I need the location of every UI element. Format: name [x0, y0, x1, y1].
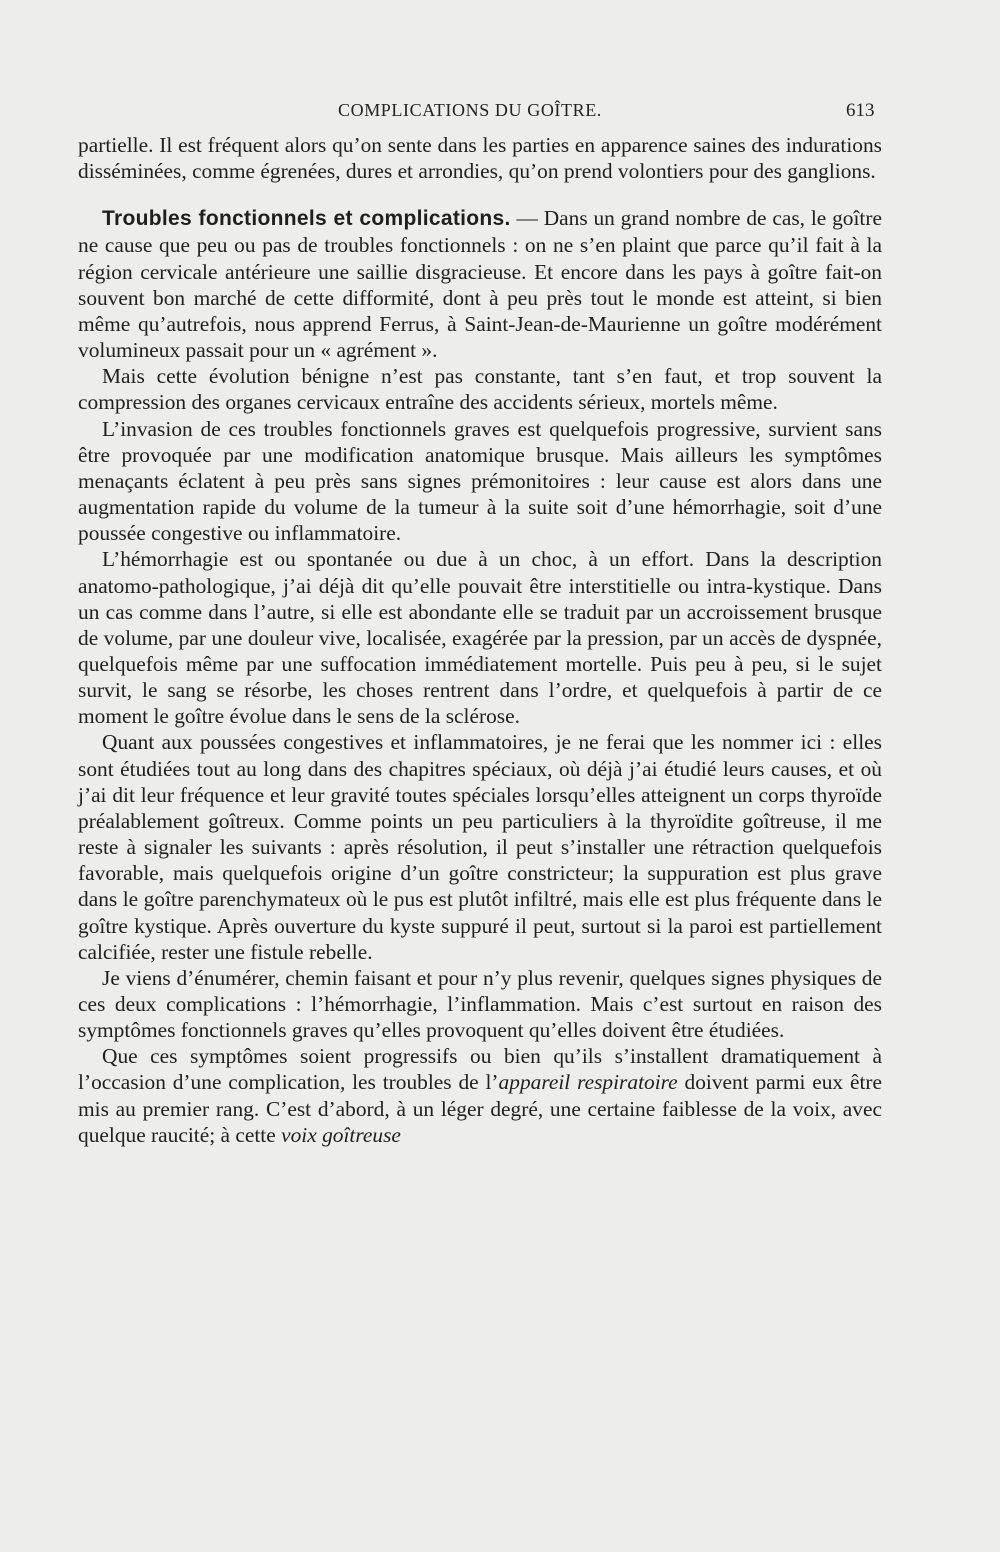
- paragraph: L’hémorrhagie est ou spontanée ou due à un choc, à un effort. Dans la description anatomo-pathologique, j’ai déjà dit qu’elle pouvait être interstitielle ou intra-kystique. Dans un cas comme dans l’autre, si elle est abondante elle se traduit par un accroissement brusque de volume, par une douleur vive, localisée, exagérée par la pression, par un accès de dyspnée, quelquefois même par une suffocation immédiatement mortelle. Puis peu à peu, si le sujet survit, le sang se résorbe, les choses rentrent dans l’ordre, et quelquefois à partir de ce moment le goître évolue dans le sens de la sclérose.: [78, 547, 882, 729]
- paragraph: L’invasion de ces troubles fonctionnels graves est quelquefois progressive, survient sans être provoquée par une modification anatomique brusque. Mais ailleurs les symptômes menaçants éclatent à peu près sans signes prémonitoires : leur cause est alors dans une augmentation rapide du volume de la tumeur à la suite soit d’une hémorrhagie, soit d’une poussée congestive ou inflammatoire.: [78, 416, 882, 546]
- paragraph-continued: partielle. Il est fréquent alors qu’on sente dans les parties en apparence saines des indurations disséminées, comme égrenées, dures et arrondies, qu’on prend volontiers pour des ganglions.: [78, 133, 882, 184]
- running-header: [0, 98, 1000, 128]
- paragraph: Mais cette évolution bénigne n’est pas constante, tant s’en faut, et trop souvent la compression des organes cervicaux entraîne des accidents sérieux, mortels même.: [78, 364, 882, 415]
- paragraph: Quant aux poussées congestives et inflammatoires, je ne ferai que les nommer ici : elles sont étudiées tout au long dans des chapitres spéciaux, où déjà j’ai étudié leurs causes, et où j’ai dit leur fréquence et leur gravité toutes spéciales lorsqu’elles atteignent un corps thyroïde préalablement goîtreux. Comme points un peu particuliers à la thyroïdite goîtreuse, il me reste à signaler les suivants : après résolution, il peut s’installer une rétraction quelquefois favorable, mais quelquefois origine d’un goître constricteur; la suppuration est plus grave dans le goître parenchymateux où le pus est plutôt infiltré, mais elle est plus fréquente dans le goître kystique. Après ouverture du kyste suppuré il peut, surtout si la paroi est partiellement calcifiée, rester une fistule rebelle.: [78, 730, 882, 964]
- italic-term: appareil respiratoire: [498, 1070, 678, 1095]
- section-heading: Troubles fonctionnels et complications.: [102, 207, 511, 231]
- body-text: [78, 132, 882, 1148]
- paragraph-text: Que ces symptômes soient progressifs ou bien qu’ils s’installent dramatiquement à l’occasion d’une complication, les troubles de l’: [78, 1044, 882, 1095]
- running-title: COMPLICATIONS DU GOÎTRE.: [338, 100, 602, 120]
- paragraph-text: doivent parmi eux être mis au premier rang. C’est d’abord, à un léger degré, une certaine faiblesse de la voix, avec quelque raucité; à cette: [78, 1070, 882, 1147]
- section-paragraph: [78, 205, 882, 363]
- paragraph: Je viens d’énumérer, chemin faisant et pour n’y plus revenir, quelques signes physiques de ces deux complications : l’hémorrhagie, l’inflammation. Mais c’est surtout en raison des symptômes fonctionnels graves qu’elles provoquent qu’elles doivent être étudiées.: [78, 965, 882, 1043]
- paragraph-text: — Dans un grand nombre de cas, le goître ne cause que peu ou pas de troubles fonctionnels : on ne s’en plaint que parce qu’il fait à la région cervicale antérieure une saillie disgracieuse. Et encore dans les pays à goître fait-on souvent bon marché de cette difformité, dont à peu près tout le monde est atteint, si bien même qu’autrefois, nous apprend Ferrus, à Saint-Jean-de-Maurienne un goître modérément volumineux passait pour un « agrément ».: [78, 206, 882, 363]
- page-number: 613: [846, 100, 875, 121]
- italic-term: voix goîtreuse: [281, 1122, 401, 1147]
- paragraph: [78, 1043, 882, 1148]
